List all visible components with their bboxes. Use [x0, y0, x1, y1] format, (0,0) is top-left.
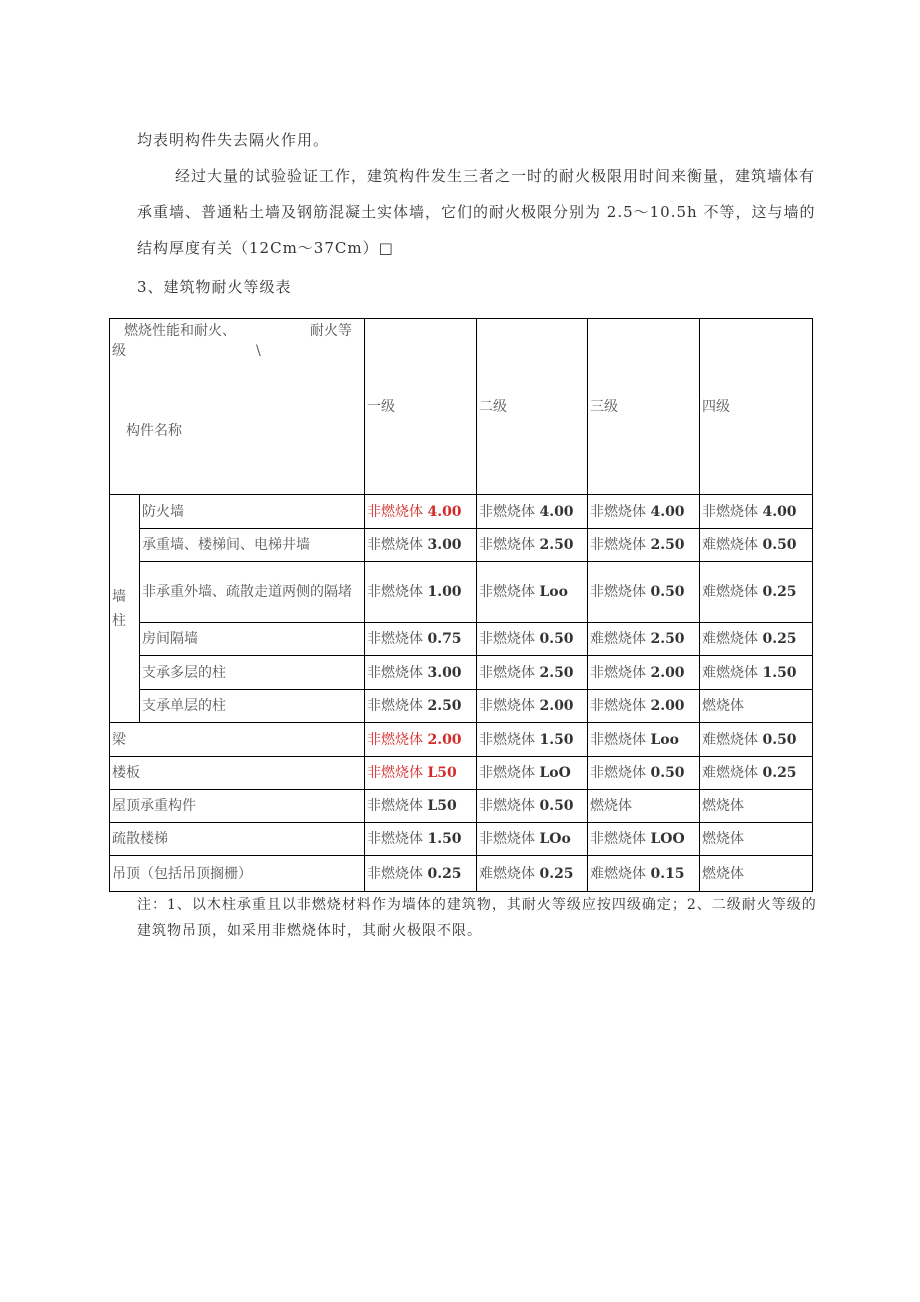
- wall-grade-3-cell: [588, 562, 700, 623]
- material-type: 非燃烧体: [479, 631, 535, 647]
- component-name: 楼板: [110, 757, 365, 790]
- fire-limit-hours: 0.25: [762, 765, 797, 781]
- component-name: 防火墙: [140, 495, 365, 529]
- component-name: 承重墙、楼梯间、电梯井墙: [140, 529, 365, 562]
- other-grade-4-cell: [700, 757, 813, 790]
- wall-grade-1-cell: [365, 656, 477, 690]
- other-grade-2-cell: [477, 757, 588, 790]
- fire-limit-hours: 4.00: [762, 503, 797, 520]
- material-type: 非燃烧体: [367, 731, 423, 748]
- header-component-name: 构件名称: [126, 423, 182, 439]
- other-grade-4-cell: [700, 856, 813, 892]
- fire-limit-hours: 3.00: [427, 537, 462, 553]
- table-header-row: [110, 319, 813, 495]
- table-row: [110, 823, 813, 856]
- other-grade-2-cell: [477, 790, 588, 823]
- material-type: 非燃烧体: [479, 698, 535, 714]
- material-type: 难燃烧体: [702, 664, 758, 681]
- wall-grade-4-cell: [700, 529, 813, 562]
- table-row: [110, 656, 813, 690]
- material-type: 非燃烧体: [702, 503, 758, 520]
- header-top-right: 耐火等: [310, 323, 352, 339]
- material-type: 非燃烧体: [479, 831, 535, 847]
- material-type: 非燃烧体: [367, 537, 423, 553]
- material-type: 非燃烧体: [367, 831, 423, 847]
- paragraph-2: 经过大量的试验验证工作，建筑构件发生三者之一时的耐火极限用时间来衡量，建筑墙体有承重墙、普通粘土墙及钢筋混凝土实体墙，它们的耐火极限分别为 2.5〜10.5h 不等，这与墙的结构厚度有关（12Cm〜37Cm）□: [137, 167, 816, 257]
- fire-limit-hours: 0.75: [427, 631, 462, 647]
- material-type: 非燃烧体: [590, 698, 646, 714]
- table-note: 注：1、以木柱承重且以非燃烧材料作为墙体的建筑物，其耐火等级应按四级确定；2、二级耐火等级的建筑物吊顶，如采用非燃烧体时，其耐火极限不限。: [137, 897, 817, 939]
- diagonal-header-cell: [110, 319, 365, 495]
- component-name: 梁: [110, 723, 365, 757]
- fire-limit-hours: 2.50: [539, 664, 574, 681]
- material-type: 非燃烧体: [590, 503, 646, 520]
- component-name: 支承多层的柱: [140, 656, 365, 690]
- other-grade-2-cell: [477, 823, 588, 856]
- fire-limit-hours: LOO: [650, 831, 685, 847]
- component-name: 疏散楼梯: [110, 823, 365, 856]
- wall-grade-3-cell: [588, 529, 700, 562]
- material-type: 燃烧体: [702, 698, 744, 714]
- fire-limit-hours: 2.50: [427, 698, 462, 714]
- wall-grade-3-cell: [588, 623, 700, 656]
- material-type: 燃烧体: [590, 798, 632, 814]
- material-type: 难燃烧体: [590, 631, 646, 647]
- fire-limit-hours: 0.25: [762, 584, 797, 600]
- wall-grade-1-cell: [365, 690, 477, 723]
- fire-limit-hours: 4.00: [427, 503, 462, 520]
- material-type: 非燃烧体: [367, 698, 423, 714]
- material-type: 非燃烧体: [590, 731, 646, 748]
- other-grade-1-cell: [365, 790, 477, 823]
- material-type: 非燃烧体: [479, 664, 535, 681]
- material-type: 非燃烧体: [479, 731, 535, 748]
- fire-limit-hours: 2.50: [539, 537, 574, 553]
- fire-limit-hours: 2.00: [650, 698, 685, 714]
- fire-limit-hours: 0.25: [539, 865, 574, 882]
- grade-header-2: 二级: [477, 319, 588, 495]
- component-name: 吊顶（包括吊顶搁栅）: [110, 856, 365, 892]
- wall-grade-1-cell: [365, 562, 477, 623]
- other-grade-3-cell: [588, 856, 700, 892]
- fire-limit-hours: 0.50: [539, 631, 574, 647]
- grade-header-4: 四级: [700, 319, 813, 495]
- other-grade-4-cell: [700, 790, 813, 823]
- material-type: 燃烧体: [702, 865, 744, 882]
- wall-grade-2-cell: [477, 623, 588, 656]
- component-name: 房间隔墙: [140, 623, 365, 656]
- fire-limit-hours: 1.50: [762, 664, 797, 681]
- fire-limit-hours: 2.00: [539, 698, 574, 714]
- wall-grade-4-cell: [700, 656, 813, 690]
- other-grade-2-cell: [477, 723, 588, 757]
- fire-limit-hours: 1.00: [427, 584, 462, 600]
- wall-grade-2-cell: [477, 562, 588, 623]
- material-type: 难燃烧体: [479, 865, 535, 882]
- fire-limit-hours: 0.50: [650, 584, 685, 600]
- fire-limit-hours: L50: [427, 798, 457, 814]
- table-row: [110, 723, 813, 757]
- fire-limit-hours: 0.15: [650, 865, 685, 882]
- fire-limit-hours: 0.50: [762, 537, 797, 553]
- material-type: 非燃烧体: [590, 537, 646, 553]
- table-row: [110, 529, 813, 562]
- group-label-char: 墙: [112, 588, 126, 605]
- header-mid-left: 级: [112, 343, 126, 359]
- table-row: [110, 562, 813, 623]
- grade-header-3: 三级: [588, 319, 700, 495]
- material-type: 非燃烧体: [367, 503, 423, 520]
- material-type: 难燃烧体: [702, 631, 758, 647]
- fire-limit-hours: 0.25: [427, 865, 462, 882]
- material-type: 燃烧体: [702, 798, 744, 814]
- material-type: 非燃烧体: [479, 503, 535, 520]
- other-grade-3-cell: [588, 757, 700, 790]
- fire-limit-hours: 4.00: [539, 503, 574, 520]
- wall-grade-2-cell: [477, 529, 588, 562]
- header-top-left: 燃烧性能和耐火、: [124, 323, 236, 339]
- material-type: 非燃烧体: [590, 584, 646, 600]
- wall-grade-2-cell: [477, 690, 588, 723]
- group-label-char: 柱: [112, 612, 126, 629]
- fire-limit-hours: 0.50: [762, 731, 797, 748]
- wall-grade-2-cell: [477, 656, 588, 690]
- material-type: 非燃烧体: [479, 584, 535, 600]
- material-type: 非燃烧体: [590, 831, 646, 847]
- wall-grade-4-cell: [700, 623, 813, 656]
- other-grade-1-cell: [365, 757, 477, 790]
- material-type: 非燃烧体: [479, 537, 535, 553]
- fire-limit-hours: 2.00: [427, 731, 462, 748]
- fire-limit-hours: 4.00: [650, 503, 685, 520]
- fire-limit-hours: 1.50: [427, 831, 462, 847]
- material-type: 非燃烧体: [479, 798, 535, 814]
- header-mid-right: \: [256, 343, 261, 359]
- fire-limit-hours: 2.00: [650, 664, 685, 681]
- material-type: 难燃烧体: [590, 865, 646, 882]
- wall-grade-4-cell: [700, 562, 813, 623]
- other-grade-4-cell: [700, 823, 813, 856]
- wall-grade-4-cell: [700, 690, 813, 723]
- wall-grade-1-cell: [365, 529, 477, 562]
- fire-limit-hours: 0.50: [539, 798, 574, 814]
- material-type: 非燃烧体: [367, 765, 423, 781]
- material-type: 难燃烧体: [702, 731, 758, 748]
- wall-grade-3-cell: [588, 690, 700, 723]
- table-row: [110, 790, 813, 823]
- material-type: 非燃烧体: [367, 664, 423, 681]
- other-grade-3-cell: [588, 723, 700, 757]
- component-name: 屋顶承重构件: [110, 790, 365, 823]
- fire-limit-hours: LOo: [539, 831, 571, 847]
- fire-limit-hours: L50: [427, 765, 457, 781]
- material-type: 非燃烧体: [367, 865, 423, 882]
- fire-limit-hours: 2.50: [650, 631, 685, 647]
- material-type: 难燃烧体: [702, 584, 758, 600]
- fire-limit-hours: Loo: [539, 584, 568, 600]
- other-grade-2-cell: [477, 856, 588, 892]
- fire-limit-hours: 0.50: [650, 765, 685, 781]
- material-type: 非燃烧体: [367, 798, 423, 814]
- grade-header-1: 一级: [365, 319, 477, 495]
- other-grade-1-cell: [365, 823, 477, 856]
- material-type: 燃烧体: [702, 831, 744, 847]
- fire-resistance-table: [109, 318, 813, 892]
- fire-limit-hours: LoO: [539, 765, 571, 781]
- fire-limit-hours: 2.50: [650, 537, 685, 553]
- fire-limit-hours: Loo: [650, 731, 679, 748]
- table-row: [110, 495, 813, 529]
- material-type: 非燃烧体: [367, 631, 423, 647]
- material-type: 非燃烧体: [590, 765, 646, 781]
- component-name: 非承重外墙、疏散走道两侧的隔堵: [140, 562, 365, 623]
- wall-grade-1-cell: [365, 495, 477, 529]
- component-name: 支承单层的柱: [140, 690, 365, 723]
- material-type: 非燃烧体: [590, 664, 646, 681]
- wall-grade-1-cell: [365, 623, 477, 656]
- other-grade-3-cell: [588, 823, 700, 856]
- group-label-wall-column: [110, 495, 140, 723]
- other-grade-1-cell: [365, 723, 477, 757]
- wall-grade-3-cell: [588, 495, 700, 529]
- material-type: 非燃烧体: [479, 765, 535, 781]
- fire-limit-hours: 0.25: [762, 631, 797, 647]
- wall-grade-2-cell: [477, 495, 588, 529]
- fire-limit-hours: 3.00: [427, 664, 462, 681]
- fire-limit-hours: 1.50: [539, 731, 574, 748]
- other-grade-3-cell: [588, 790, 700, 823]
- table-row: [110, 690, 813, 723]
- material-type: 难燃烧体: [702, 765, 758, 781]
- table-row: [110, 856, 813, 892]
- other-grade-4-cell: [700, 723, 813, 757]
- other-grade-1-cell: [365, 856, 477, 892]
- section-heading: 3、建筑物耐火等级表: [137, 278, 292, 296]
- wall-grade-4-cell: [700, 495, 813, 529]
- material-type: 非燃烧体: [367, 584, 423, 600]
- table-row: [110, 623, 813, 656]
- paragraph-1: 均表明构件失去隔火作用。: [137, 131, 330, 149]
- table-row: [110, 757, 813, 790]
- material-type: 难燃烧体: [702, 537, 758, 553]
- wall-grade-3-cell: [588, 656, 700, 690]
